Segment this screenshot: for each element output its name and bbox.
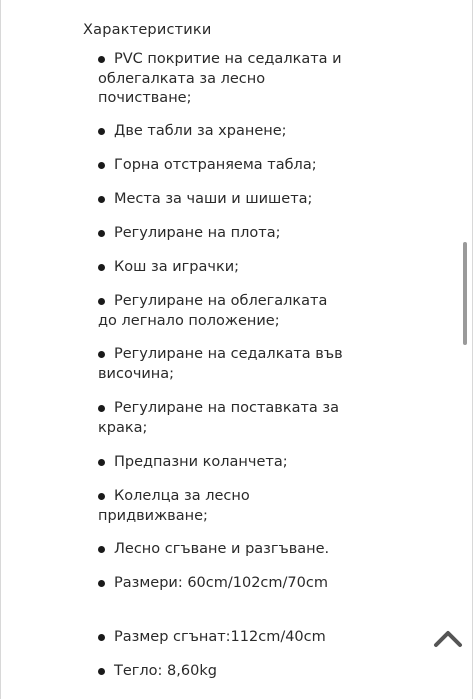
spec-item-dimensions (98, 574, 348, 594)
spec-item-text: Регулиране на плота; (114, 225, 281, 241)
spec-item-text: Тегло: 8,60kg (114, 663, 217, 679)
page-border-left (0, 0, 1, 699)
back-to-top-button[interactable] (433, 628, 463, 648)
bullet-dot-icon (98, 230, 105, 237)
spec-item-text: Регулиране на седалката във височина; (98, 346, 343, 382)
spec-item-text: Горна отстраняема табла; (114, 157, 317, 173)
bullet-dot-icon (98, 580, 105, 587)
bullet-dot-icon (98, 546, 105, 553)
spec-item-removable-tray (98, 156, 348, 176)
spec-item-text: Размер сгънат:112cm/40cm (114, 629, 326, 645)
bullet-dot-icon (98, 264, 105, 271)
spec-item-pvc-cover (98, 50, 348, 109)
spec-item-weight (98, 662, 348, 682)
spec-item-cup-holders (98, 190, 348, 210)
bullet-dot-icon (98, 668, 105, 675)
bullet-dot-icon (98, 56, 105, 63)
spec-item-folding (98, 540, 348, 560)
spec-item-text: Регулиране на поставката за крака; (98, 400, 340, 436)
spec-item-text: Регулиране на облегалката до легнало положение; (98, 293, 328, 329)
spec-item-text: Предпазни коланчета; (114, 454, 288, 470)
spec-item-two-trays (98, 122, 348, 142)
section-title: Характеристики (83, 22, 212, 38)
spec-item-text: Размери: 60cm/102cm/70cm (114, 575, 328, 591)
bullet-dot-icon (98, 493, 105, 500)
spec-item-footrest (98, 399, 348, 438)
scrollbar-thumb[interactable] (463, 242, 467, 345)
spec-item-table-adjustment (98, 224, 348, 244)
bullet-dot-icon (98, 351, 105, 358)
spec-item-text: Кош за играчки; (114, 259, 240, 275)
spec-item-safety-belts (98, 453, 348, 473)
bullet-dot-icon (98, 634, 105, 641)
spec-item-text: Места за чаши и шишета; (114, 191, 313, 207)
bullet-dot-icon (98, 459, 105, 466)
spec-item-toy-basket (98, 258, 348, 278)
bullet-dot-icon (98, 405, 105, 412)
spec-item-text: Колелца за лесно придвижване; (98, 488, 250, 524)
spec-item-text: PVC покритие на седалката и облегалката за лесно почистване; (98, 51, 342, 106)
spec-item-text: Две табли за хранене; (114, 123, 287, 139)
spec-item-backrest-recline (98, 292, 348, 331)
spec-item-text: Лесно сгъване и разгъване. (114, 541, 330, 557)
spec-item-folded-size (98, 628, 348, 648)
spec-item-seat-height (98, 345, 348, 384)
bullet-dot-icon (98, 196, 105, 203)
chevron-up-icon (433, 628, 463, 648)
spec-item-wheels (98, 487, 348, 526)
bullet-dot-icon (98, 162, 105, 169)
bullet-dot-icon (98, 128, 105, 135)
bullet-dot-icon (98, 298, 105, 305)
